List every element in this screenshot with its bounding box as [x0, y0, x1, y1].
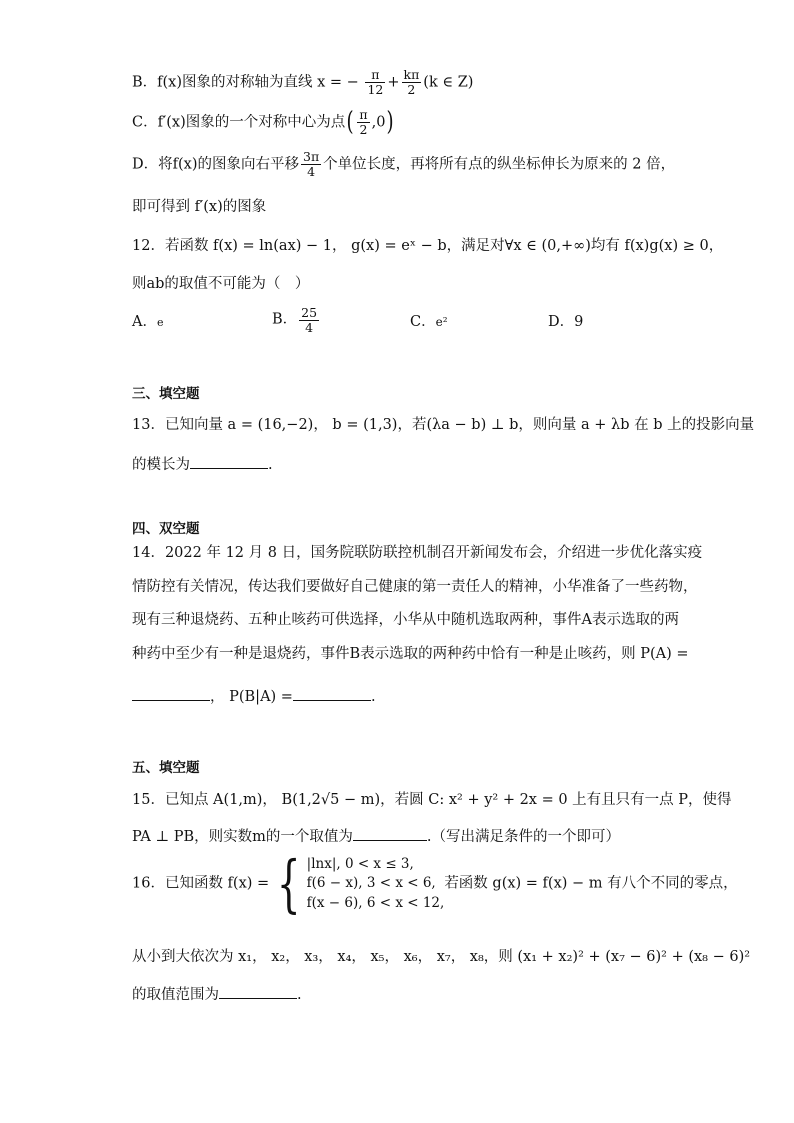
- denominator: 4: [305, 319, 314, 335]
- q13-stem-line1: 13．已知向量 a = (16,−2)， b = (1,3)，若(λa − b) ⊥ b，则向量 a + λb 在 b 上的投影向量: [132, 417, 755, 433]
- plus-sign: +: [387, 74, 400, 91]
- left-paren: (: [346, 107, 354, 138]
- fraction: [365, 68, 385, 97]
- q12-stem-line2: 则ab的取值不可能为（ ）: [132, 276, 310, 292]
- fraction: [301, 150, 321, 179]
- denominator: 4: [307, 163, 316, 179]
- q12-options: [132, 306, 734, 340]
- fraction: [299, 306, 319, 335]
- answer-blank-1[interactable]: [132, 686, 210, 701]
- q16-stem-line3: [132, 984, 734, 1004]
- option-text: (k ∈ Z): [423, 74, 474, 91]
- numerator: π: [359, 107, 368, 122]
- option-label: B．: [272, 311, 298, 328]
- period: .: [297, 987, 302, 1003]
- period: .: [370, 689, 376, 705]
- section-heading: 五、填空题: [132, 760, 200, 776]
- stem-text: PA ⊥ PB，则实数m的一个取值为: [132, 829, 353, 845]
- denominator: 2: [359, 121, 368, 137]
- case-2: f(6 − x), 3 < x < 6,: [306, 875, 436, 892]
- q16-stem-line1: [132, 847, 738, 933]
- option-label: D．将: [132, 156, 173, 173]
- q12-option-a: [132, 314, 164, 331]
- answer-blank-2[interactable]: [293, 686, 371, 701]
- case-1: |lnx|, 0 < x ≤ 3,: [306, 855, 414, 872]
- option-text: f(x)图象的对称轴为直线 x = −: [157, 74, 359, 91]
- numerator: π: [365, 68, 385, 83]
- left-brace: {: [277, 847, 301, 920]
- q16-stem-line2: 从小到大依次为 x₁， x₂， x₃， x₄， x₅， x₆， x₇， x₈，则 (x₁ + x₂)² + (x₇ − 6)² + (x₈ − 6)²: [132, 949, 751, 965]
- fraction: [357, 108, 369, 137]
- numerator: 25: [301, 305, 318, 320]
- option-value: e: [156, 316, 164, 329]
- denominator: 2: [407, 81, 416, 97]
- q13-stem-line2: [132, 454, 734, 474]
- option-label: C．: [132, 114, 158, 131]
- stem-text: 的模长为: [132, 457, 190, 473]
- option-text: f(x)的图象向右平移: [172, 156, 299, 173]
- option-label: D．: [548, 314, 575, 330]
- q11-option-d-continued: 即可得到 f′(x)的图象: [132, 199, 267, 215]
- q11-option-b: [132, 68, 734, 97]
- period: .: [268, 457, 273, 473]
- option-value: 9: [574, 314, 584, 330]
- q14-stem-line4: 种药中至少有一种是退烧药，事件B表示选取的两种药中恰有一种是止咳药，则 P(A) =: [132, 646, 689, 662]
- q12-option-c: [410, 314, 448, 331]
- q12-option-b: [272, 306, 321, 335]
- numerator: kπ: [403, 67, 420, 82]
- answer-blank[interactable]: [190, 454, 268, 469]
- option-label: C．: [410, 314, 436, 330]
- answer-blank[interactable]: [353, 826, 427, 841]
- section-heading: 三、填空题: [132, 386, 200, 402]
- right-paren: ): [387, 107, 395, 138]
- section-heading: 四、双空题: [132, 521, 200, 537]
- piecewise-cases: [307, 855, 445, 914]
- option-value: e²: [435, 315, 448, 329]
- fraction: [402, 68, 422, 97]
- q15-stem-line1: 15．已知点 A(1,m)， B(1,2√5 − m)，若圆 C: x² + y² + 2x = 0 上有且只有一点 P，使得: [132, 792, 732, 808]
- stem-text: ， P(B|A) =: [210, 689, 293, 705]
- q14-stem-line2: 情防控有关情况，传达我们要做好自己健康的第一责任人的精神，小华准备了一些药物，: [132, 579, 698, 595]
- q14-stem-line1: 14．2022 年 12 月 8 日，国务院联防联控机制召开新闻发布会，介绍进一步优化落实疫: [132, 545, 703, 561]
- q14-stem-line3: 现有三种退烧药、五种止咳药可供选择，小华从中随机选取两种，事件A表示选取的两: [132, 612, 679, 628]
- option-label: B．: [132, 74, 158, 91]
- answer-blank[interactable]: [219, 984, 297, 999]
- stem-text: 16．已知函数 f(x) =: [132, 875, 270, 892]
- option-text: 个单位长度，再将所有点的纵坐标伸长为原来的 2 倍，: [323, 156, 676, 173]
- q12-option-d: [548, 314, 583, 331]
- q11-option-d: [132, 150, 734, 179]
- case-3: f(x − 6), 6 < x < 12,: [306, 894, 445, 911]
- stem-text: .（写出满足条件的一个即可）: [426, 829, 621, 845]
- option-label: A．: [132, 314, 157, 330]
- numerator: 3π: [303, 149, 320, 164]
- q12-stem-line1: 12．若函数 f(x) = ln(ax) − 1， g(x) = eˣ − b，满足对∀x ∈ (0,+∞)均有 f(x)g(x) ≥ 0，: [132, 238, 724, 254]
- denominator: 12: [367, 81, 384, 97]
- q11-option-c: [132, 108, 734, 137]
- option-text: f′(x)图象的一个对称中心为点: [157, 114, 346, 131]
- option-text: ,0: [371, 114, 386, 131]
- q14-answer-line: [132, 686, 734, 706]
- q15-stem-line2: [132, 826, 734, 846]
- stem-text: 若函数 g(x) = f(x) − m 有八个不同的零点，: [444, 875, 738, 892]
- stem-text: 的取值范围为: [132, 987, 219, 1003]
